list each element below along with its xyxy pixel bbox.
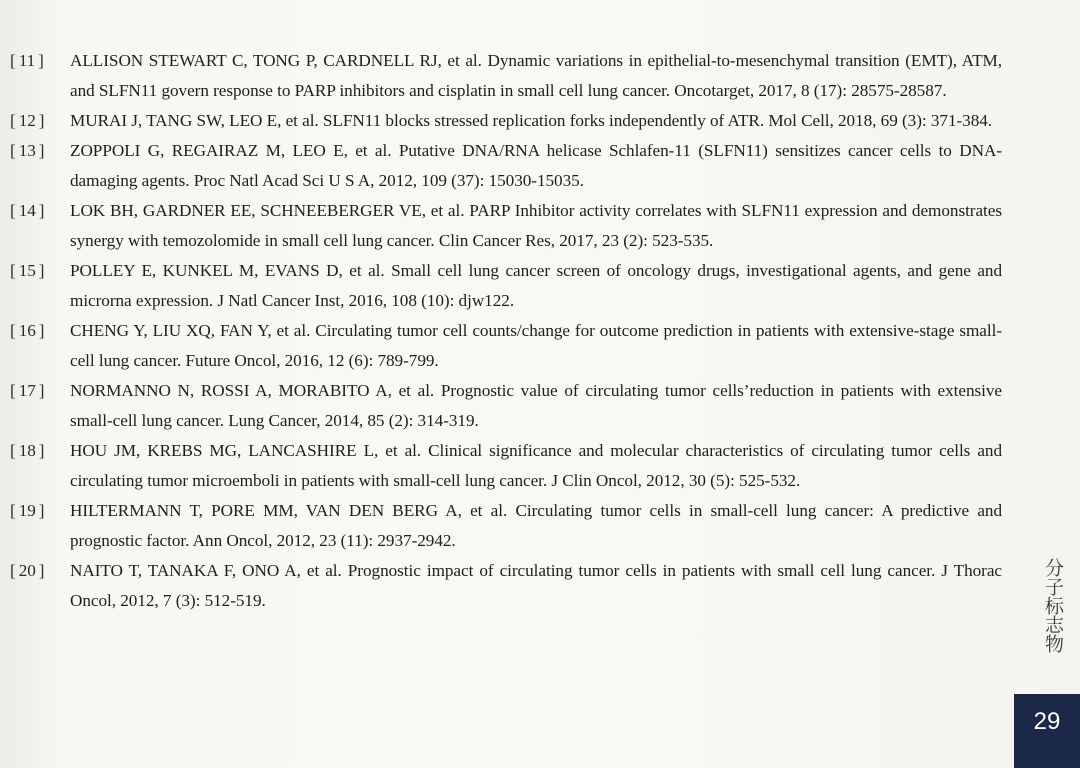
reference-text: HOU JM, KREBS MG, LANCASHIRE L, et al. Clinical significance and molecular characteristics of circulating tumor cells and circulating tumor microemboli in patients with small-cell lung cancer. J Clin Oncol, 2012, 30 (5): 525-532. xyxy=(70,441,1002,490)
reference-item xyxy=(10,496,1002,556)
reference-number: [ 14 ] xyxy=(10,201,45,220)
reference-number: [ 11 ] xyxy=(10,51,44,70)
reference-item xyxy=(10,106,1002,136)
reference-item xyxy=(10,556,1002,616)
page-number: 29 xyxy=(1033,708,1061,735)
reference-text: HILTERMANN T, PORE MM, VAN DEN BERG A, et al. Circulating tumor cells in small-cell lung cancer: A predictive and prognostic factor. Ann Oncol, 2012, 23 (11): 2937-2942. xyxy=(70,501,1002,550)
reference-text: NAITO T, TANAKA F, ONO A, et al. Prognostic impact of circulating tumor cells in patients with small cell lung cancer. J Thorac Oncol, 2012, 7 (3): 512-519. xyxy=(70,561,1002,610)
reference-item xyxy=(10,316,1002,376)
reference-text: POLLEY E, KUNKEL M, EVANS D, et al. Small cell lung cancer screen of oncology drugs, investigational agents, and gene and microrna expression. J Natl Cancer Inst, 2016, 108 (10): djw122. xyxy=(70,261,1002,310)
side-section-title: 分子标志物 xyxy=(1042,558,1064,653)
reference-item xyxy=(10,256,1002,316)
reference-item xyxy=(10,196,1002,256)
reference-number: [ 12 ] xyxy=(10,111,45,130)
reference-item xyxy=(10,136,1002,196)
reference-number: [ 15 ] xyxy=(10,261,45,280)
reference-text: ZOPPOLI G, REGAIRAZ M, LEO E, et al. Putative DNA/RNA helicase Schlafen-11 (SLFN11) sensitizes cancer cells to DNA-damaging agents. Proc Natl Acad Sci U S A, 2012, 109 (37): 15030-15035. xyxy=(70,141,1002,190)
reference-item xyxy=(10,436,1002,496)
reference-text: CHENG Y, LIU XQ, FAN Y, et al. Circulating tumor cell counts/change for outcome prediction in patients with extensive-stage small-cell lung cancer. Future Oncol, 2016, 12 (6): 789-799. xyxy=(70,321,1002,370)
reference-text: LOK BH, GARDNER EE, SCHNEEBERGER VE, et al. PARP Inhibitor activity correlates with SLFN11 expression and demonstrates synergy with temozolomide in small cell lung cancer. Clin Cancer Res, 2017, 23 (2): 523-535. xyxy=(70,201,1002,250)
reference-number: [ 16 ] xyxy=(10,321,45,340)
page-number-tab xyxy=(1014,694,1080,768)
reference-number: [ 18 ] xyxy=(10,441,45,460)
reference-item xyxy=(10,376,1002,436)
reference-item xyxy=(10,46,1002,106)
reference-number: [ 19 ] xyxy=(10,501,45,520)
reference-text: NORMANNO N, ROSSI A, MORABITO A, et al. Prognostic value of circulating tumor cells’reduction in patients with extensive small-cell lung cancer. Lung Cancer, 2014, 85 (2): 314-319. xyxy=(70,381,1002,430)
reference-number: [ 17 ] xyxy=(10,381,45,400)
reference-text: ALLISON STEWART C, TONG P, CARDNELL RJ, et al. Dynamic variations in epithelial-to-mesenchymal transition (EMT), ATM, and SLFN11 govern response to PARP inhibitors and cisplatin in small cell lung cancer. Oncotarget, 2017, 8 (17): 28575-28587. xyxy=(70,51,1002,100)
reference-list xyxy=(10,46,1002,616)
reference-text: MURAI J, TANG SW, LEO E, et al. SLFN11 blocks stressed replication forks independently of ATR. Mol Cell, 2018, 69 (3): 371-384. xyxy=(70,111,993,130)
reference-number: [ 20 ] xyxy=(10,561,45,580)
reference-number: [ 13 ] xyxy=(10,141,45,160)
